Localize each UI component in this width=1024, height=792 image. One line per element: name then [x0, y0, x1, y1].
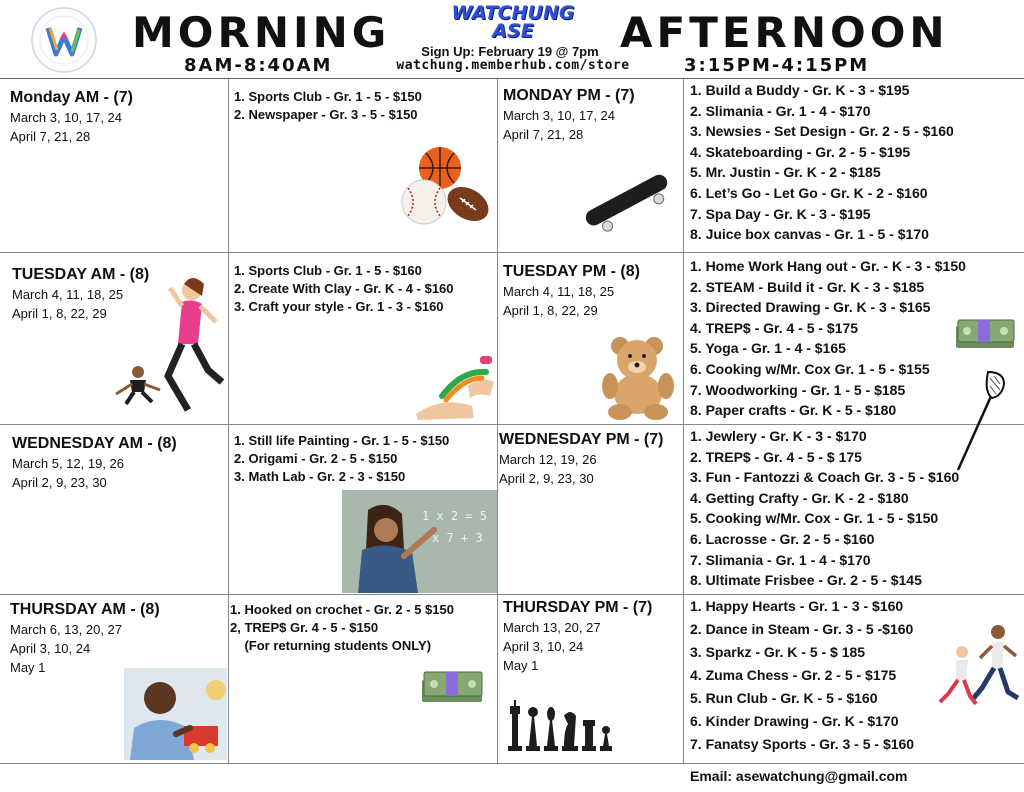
morning-time: 8AM-8:40AM	[184, 55, 333, 76]
list-item: 5. Cooking w/Mr. Cox - Gr. 1 - 5 - $150	[690, 510, 939, 527]
list-item: 1. Home Work Hang out - Gr. - K - 3 - $150	[690, 258, 966, 274]
list-item: 8. Paper crafts - Gr. K - 5 - $180	[690, 402, 897, 419]
list-item: 1. Still life Painting - Gr. 1 - 5 - $150	[234, 433, 450, 448]
tuesday-am-classes	[234, 262, 454, 316]
wednesday-am-classes	[234, 432, 449, 486]
monday-am-cell	[10, 88, 133, 146]
monday-am-dates-2: April 7, 21, 28	[10, 129, 91, 144]
list-item: 3. Math Lab - Gr. 2 - 3 - $150	[234, 469, 406, 484]
tuesday-pm-dates-2: April 1, 8, 22, 29	[503, 303, 598, 318]
skateboard-picture	[578, 168, 676, 234]
list-item: 5. Mr. Justin - Gr. K - 2 - $185	[690, 164, 881, 181]
thursday-am-title: THURSDAY AM - (8)	[10, 601, 160, 618]
money-stack-picture-2	[420, 664, 484, 706]
monday-am-classes	[234, 88, 422, 124]
list-item: 1. Hooked on crochet - Gr. 2 - 5 $150	[230, 602, 454, 617]
list-item: 3. Fun - Fantozzi & Coach Gr. 3 - 5 - $160	[690, 469, 960, 486]
tuesday-am-dates-2: April 1, 8, 22, 29	[12, 306, 107, 321]
boy-building-picture	[124, 668, 227, 760]
brand-line-2: ASE	[492, 20, 534, 43]
list-item: 4. Zuma Chess - Gr. 2 - 5 - $175	[690, 667, 897, 683]
list-item: 4. TREP$ - Gr. 4 - 5 - $175	[690, 319, 859, 336]
clay-hands-picture	[412, 352, 496, 422]
wednesday-pm-classes	[690, 426, 959, 591]
signup-url[interactable]: watchung.memberhub.com/store	[396, 58, 630, 73]
thursday-pm-title: THURSDAY PM - (7)	[503, 599, 653, 616]
list-item: 2. Slimania - Gr. 1 - 4 - $170	[690, 102, 871, 119]
list-item: 3. Newsies - Set Design - Gr. 2 - 5 - $160	[690, 123, 954, 140]
list-item: 2. Dance in Steam - Gr. 3 - 5 -$160	[690, 621, 914, 637]
list-item: 1. Sports Club - Gr. 1 - 5 - $160	[234, 263, 422, 278]
monday-pm-dates-2: April 7, 21, 28	[503, 127, 584, 142]
col-divider	[683, 79, 684, 764]
thursday-pm-cell	[503, 598, 652, 675]
thursday-pm-dates-3: May 1	[503, 658, 539, 673]
monday-pm-title: MONDAY PM - (7)	[503, 87, 635, 104]
list-item: 7. Spa Day - Gr. K - 3 - $195	[690, 205, 871, 222]
monday-am-title: Monday AM - (7)	[10, 89, 133, 106]
list-item: 7. Fanatsy Sports - Gr. 3 - 5 - $160	[690, 736, 915, 752]
list-item: 2. Create With Clay - Gr. K - 4 - $160	[234, 281, 454, 296]
list-item: 6. Cooking w/Mr. Cox Gr. 1 - 5 - $155	[690, 360, 930, 377]
school-logo	[30, 6, 98, 74]
list-item: 8. Juice box canvas - Gr. 1 - 5 - $170	[690, 226, 929, 243]
list-item: 1. Sports Club - Gr. 1 - 5 - $150	[234, 89, 422, 104]
list-item: 5. Yoga - Gr. 1 - 4 - $165	[690, 340, 846, 357]
thursday-pm-dates-1: March 13, 20, 27	[503, 620, 601, 635]
list-item: 6. Lacrosse - Gr. 2 - 5 - $160	[690, 530, 875, 547]
tuesday-am-title: TUESDAY AM - (8)	[12, 266, 150, 283]
thursday-am-cell	[10, 600, 160, 677]
svg-text:x 7 + 3: x 7 + 3	[432, 531, 483, 545]
tuesday-pm-cell	[503, 262, 640, 320]
row-divider	[0, 763, 1024, 764]
col-divider	[228, 79, 229, 764]
thursday-am-dates-1: March 6, 13, 20, 27	[10, 622, 123, 637]
morning-heading: MORNING	[132, 8, 391, 57]
list-item: 3. Directed Drawing - Gr. K - 3 - $165	[690, 299, 931, 316]
svg-text:1 x 2 = 5: 1 x 2 = 5	[422, 509, 488, 523]
wednesday-am-dates-1: March 5, 12, 19, 26	[12, 456, 125, 471]
list-item: 1. Happy Hearts - Gr. 1 - 3 - $160	[690, 598, 904, 614]
thursday-pm-classes	[690, 595, 914, 756]
signup-date: Sign Up: February 19 @ 7pm	[421, 44, 599, 59]
list-item: 3. Sparkz - Gr. K - 5 - $ 185	[690, 644, 866, 660]
tuesday-pm-dates-1: March 4, 11, 18, 25	[503, 284, 615, 299]
thursday-pm-dates-2: April 3, 10, 24	[503, 639, 584, 654]
thursday-am-dates-2: April 3, 10, 24	[10, 641, 91, 656]
monday-am-dates-1: March 3, 10, 17, 24	[10, 110, 123, 125]
list-item: 3. Craft your style - Gr. 1 - 3 - $160	[234, 299, 444, 314]
thursday-am-dates-3: May 1	[10, 660, 46, 675]
list-item-note: (For returning students ONLY)	[230, 638, 432, 653]
sports-balls-picture	[398, 144, 493, 229]
tuesday-pm-classes	[690, 256, 966, 421]
monday-pm-classes	[690, 80, 954, 245]
chess-pieces-picture	[504, 700, 614, 756]
money-stack-picture	[954, 312, 1016, 352]
tuesday-am-dates-1: March 4, 11, 18, 25	[12, 287, 124, 302]
list-item: 6. Let’s Go - Let Go - Gr. K - 2 - $160	[690, 184, 928, 201]
wednesday-pm-dates-2: April 2, 9, 23, 30	[499, 471, 594, 486]
brand-line-1: WATCHUNG	[451, 2, 575, 24]
wednesday-am-cell	[12, 434, 177, 492]
list-item: 2. Newspaper - Gr. 3 - 5 - $150	[234, 107, 418, 122]
monday-pm-cell	[503, 86, 635, 144]
list-item: 2. TREP$ - Gr. 4 - 5 - $ 175	[690, 448, 862, 465]
chalkboard-girl-picture	[342, 490, 497, 593]
list-item: 5. Run Club - Gr. K - 5 - $160	[690, 690, 878, 706]
tuesday-pm-title: TUESDAY PM - (8)	[503, 263, 640, 280]
list-item: 4. Getting Crafty - Gr. K - 2 - $180	[690, 489, 909, 506]
list-item: 8. Ultimate Frisbee - Gr. 2 - 5 - $145	[690, 572, 922, 589]
wednesday-am-title: WEDNESDAY AM - (8)	[12, 435, 177, 452]
wednesday-pm-dates-1: March 12, 19, 26	[499, 452, 597, 467]
list-item: 7. Woodworking - Gr. 1 - 5 - $185	[690, 381, 906, 398]
brand-wordmark	[448, 2, 578, 43]
list-item: 2, TREP$ Gr. 4 - 5 - $150	[230, 620, 379, 635]
list-item: 6. Kinder Drawing - Gr. K - $170	[690, 713, 899, 729]
afternoon-heading: AFTERNOON	[620, 8, 949, 57]
col-divider	[497, 79, 498, 764]
monday-pm-dates-1: March 3, 10, 17, 24	[503, 108, 616, 123]
list-item: 7. Slimania - Gr. 1 - 4 - $170	[690, 551, 871, 568]
afternoon-time: 3:15PM-4:15PM	[684, 55, 870, 76]
running-kids-picture	[936, 622, 1022, 714]
list-item: 2. Origami - Gr. 2 - 5 - $150	[234, 451, 398, 466]
contact-email[interactable]: Email: asewatchung@gmail.com	[690, 768, 908, 784]
list-item: 4. Skateboarding - Gr. 2 - 5 - $195	[690, 143, 911, 160]
row-divider	[0, 252, 1024, 253]
lacrosse-stick-picture	[952, 370, 1012, 474]
teddy-bear-picture	[598, 334, 680, 420]
list-item: 2. STEAM - Build it - Gr. K - 3 - $185	[690, 278, 925, 295]
wednesday-pm-title: WEDNESDAY PM - (7)	[499, 431, 664, 448]
list-item: 1. Build a Buddy - Gr. K - 3 - $195	[690, 82, 910, 98]
list-item: 1. Jewlery - Gr. K - 3 - $170	[690, 428, 867, 444]
wednesday-pm-cell	[499, 430, 663, 488]
row-divider	[0, 424, 1024, 425]
wednesday-am-dates-2: April 2, 9, 23, 30	[12, 475, 107, 490]
thursday-am-classes	[230, 601, 454, 655]
jumping-kids-picture	[108, 272, 228, 420]
